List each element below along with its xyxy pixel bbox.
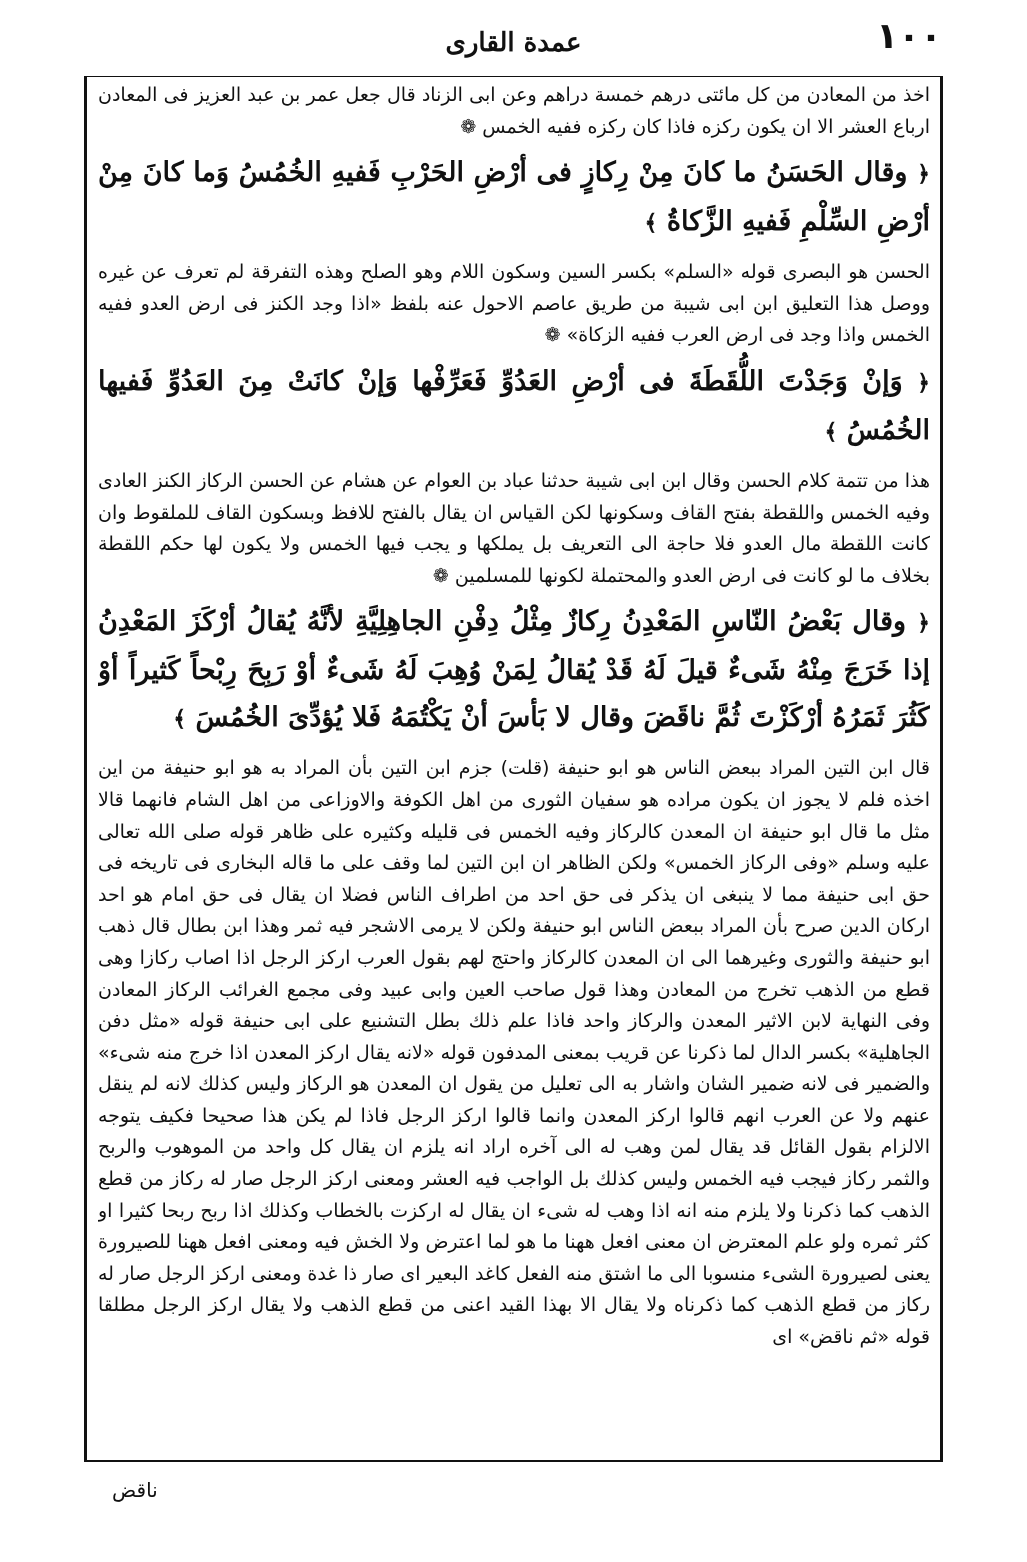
matn-quote xyxy=(98,358,930,456)
running-title: عمدة القاری xyxy=(445,28,582,58)
open-bracket: ﴿ xyxy=(917,369,930,396)
page-number: ١٠٠ xyxy=(876,16,942,57)
close-bracket: ﴾ xyxy=(644,210,658,237)
commentary-paragraph: الحسن هو البصری قوله «السلم» بكسر السين وسكون اللام وهو الصلح وهذه التفرقة لم تعرف عن غيره ووصل هذا التعليق ابن ابی شيبة من طريق عاصم الاحول عنه بلفظ «اذا وجد الكنز فی ارض العدو ففيه الخمس واذا وجد فی ارض العرب ففيه الزكاة» ❁ xyxy=(98,261,930,347)
open-bracket: ﴿ xyxy=(917,161,930,188)
matn-text: وقال الحَسَنُ ما كانَ مِنْ رِكازٍ فی أرْضِ الحَرْبِ فَفيهِ الخُمُسُ وَما كانَ مِنْ أرْضِ السِّلْمِ فَفيهِ الزَّكاةُ xyxy=(98,157,930,238)
page-header xyxy=(85,16,942,70)
close-bracket: ﴾ xyxy=(173,706,187,733)
matn-text: وقال بَعْضُ النّاسِ المَعْدِنُ رِكازٌ مِثْلُ دِفْنِ الجاهِلِيَّةِ لأنَّهُ يُقالُ أرْكَزَ المَعْدِنُ إذا خَرَجَ مِنْهُ شَیءٌ قيلَ لَهُ قَدْ يُقالُ لِمَنْ وُهِبَ لَهُ شَیءٌ أوْ رَبِحَ رِبْحاً كَثيراً أوْ كَثُرَ ثَمَرُهُ أرْكَزْتَ ثُمَّ ناقَضَ وقال لا بَأسَ أنْ يَكْتُمَهُ فَلا يُؤدِّیَ الخُمُسَ xyxy=(98,606,930,734)
commentary-paragraph: قال ابن التين المراد ببعض الناس هو ابو حنيفة (قلت) جزم ابن التين بأن المراد به هو ابو حنيفة من اين اخذه فلم لا يجوز ان يكون مراده هو سفيان الثوری من اهل الكوفة والاوزاعی من اهل الشام فانهما قالا مثل ما قال ابو حنيفة ان المعدن كالركاز وفيه الخمس فی قليله وكثيره على ظاهر قوله صلى الله تعالى عليه وسلم «وفی الركاز الخمس» ولكن الظاهر ان ابن التين لما وقف على ما قاله البخاری فی تاريخه فی حق ابی حنيفة مما لا ينبغی ان يذكر فی حق احد من اطراف الناس فضلا ان يقال فی حق امام هو احد اركان الدين صرح بأن المراد ببعض الناس ابو حنيفة ولكن لا يرمی الاشجر فيه ثمر وهذا ابن بطال قال ذهب ابو حنيفة والثوری وغيرهما الى ان المعدن كالركاز واحتج لهم بقول العرب اركز الرجل اذا اصاب ركازا وهی قطع من الذهب تخرج من المعادن وهذا قول صاحب العين وابی عبيد وفی مجمع الغرائب الركاز المعادن وفی النهاية لابن الاثير المعدن والركاز واحد فاذا علم ذلك بطل التشنيع على ابی حنيفة قوله «مثل دفن الجاهلية» بكسر الدال لما ذكرنا عن قريب بمعنى المدفون قوله «لانه يقال اركز المعدن اذا خرج منه شیء» والضمير فی لانه ضمير الشان واشار به الى تعليل من يقول ان المعدن هو الركاز وليس كذلك لانه لم ينقل عنهم ولا عن العرب انهم قالوا اركز المعدن وانما قالوا اركز الرجل فاذا لم يكن هذا صحيحا فكيف يتوجه الالزام بقول القائل قد يقال لمن وهب له الى آخره اراد انه يلزم ان يقال كل واحد من الموهوب والربح والثمر ركاز فيجب فيه الخمس وليس كذلك بل الواجب فيه العشر ومعنى اركز الرجل صار له ركاز من قطع الذهب كما ذكرنا ولا يلزم منه انه اذا وهب له شیء ان يقال له اركزت بالخطاب وكذلك اذا ربح ربحا كثيرا او كثر ثمره ولو علم المعترض ان معنى افعل ههنا ما هو لما اعترض ولا الخش فيه ومعنى افعل ههنا للصيرورة يعنی لصيرورة الشیء منسوبا الى ما اشتق منه الفعل كاغد البعير ای صار ذا غدة ومعنى اركز الرجل صار له ركاز من قطع الذهب كما ذكرناه ولا يقال الا بهذا القيد اعنی من قطع الذهب ولا يقال اركز الرجل مطلقا قوله «ثم ناقض» ای xyxy=(98,757,930,1349)
matn-text: وَإنْ وَجَدْتَ اللُّقَطَةَ فی أرْضِ العَدُوِّ فَعَرِّفْها وَإنْ كانَتْ مِنَ العَدُوِّ فَفيها الخُمُسُ xyxy=(98,365,930,446)
matn-quote xyxy=(98,149,930,247)
catchword: ناقض xyxy=(112,1478,158,1502)
close-bracket: ﴾ xyxy=(824,418,838,445)
matn-quote xyxy=(98,598,930,743)
commentary-paragraph: اخذ من المعادن من كل مائتی درهم خمسة دراهم وعن ابی الزناد قال جعل عمر بن عبد العزیز فی المعادن ارباع العشر الا ان يكون ركزه فاذا كان ركزه ففيه الخمس ❁ xyxy=(98,84,930,138)
open-bracket: ﴿ xyxy=(917,610,930,637)
commentary-paragraph: هذا من تتمة كلام الحسن وقال ابن ابی شيبة حدثنا عباد بن العوام عن هشام عن الحسن الركاز الكنز العادی وفيه الخمس واللقطة بفتح القاف وسكونها لكن القياس ان يقال بالفتح للافظ وبسكون القاف للملقوط وان كانت اللقطة مال العدو فلا حاجة الى التعريف بل يملكها و يجب فيها الخمس ولا يكون لها حكم اللقطة بخلاف ما لو كانت فی ارض العدو والمحتملة لكونها للمسلمين ❁ xyxy=(98,469,930,587)
page-body xyxy=(98,80,930,1458)
